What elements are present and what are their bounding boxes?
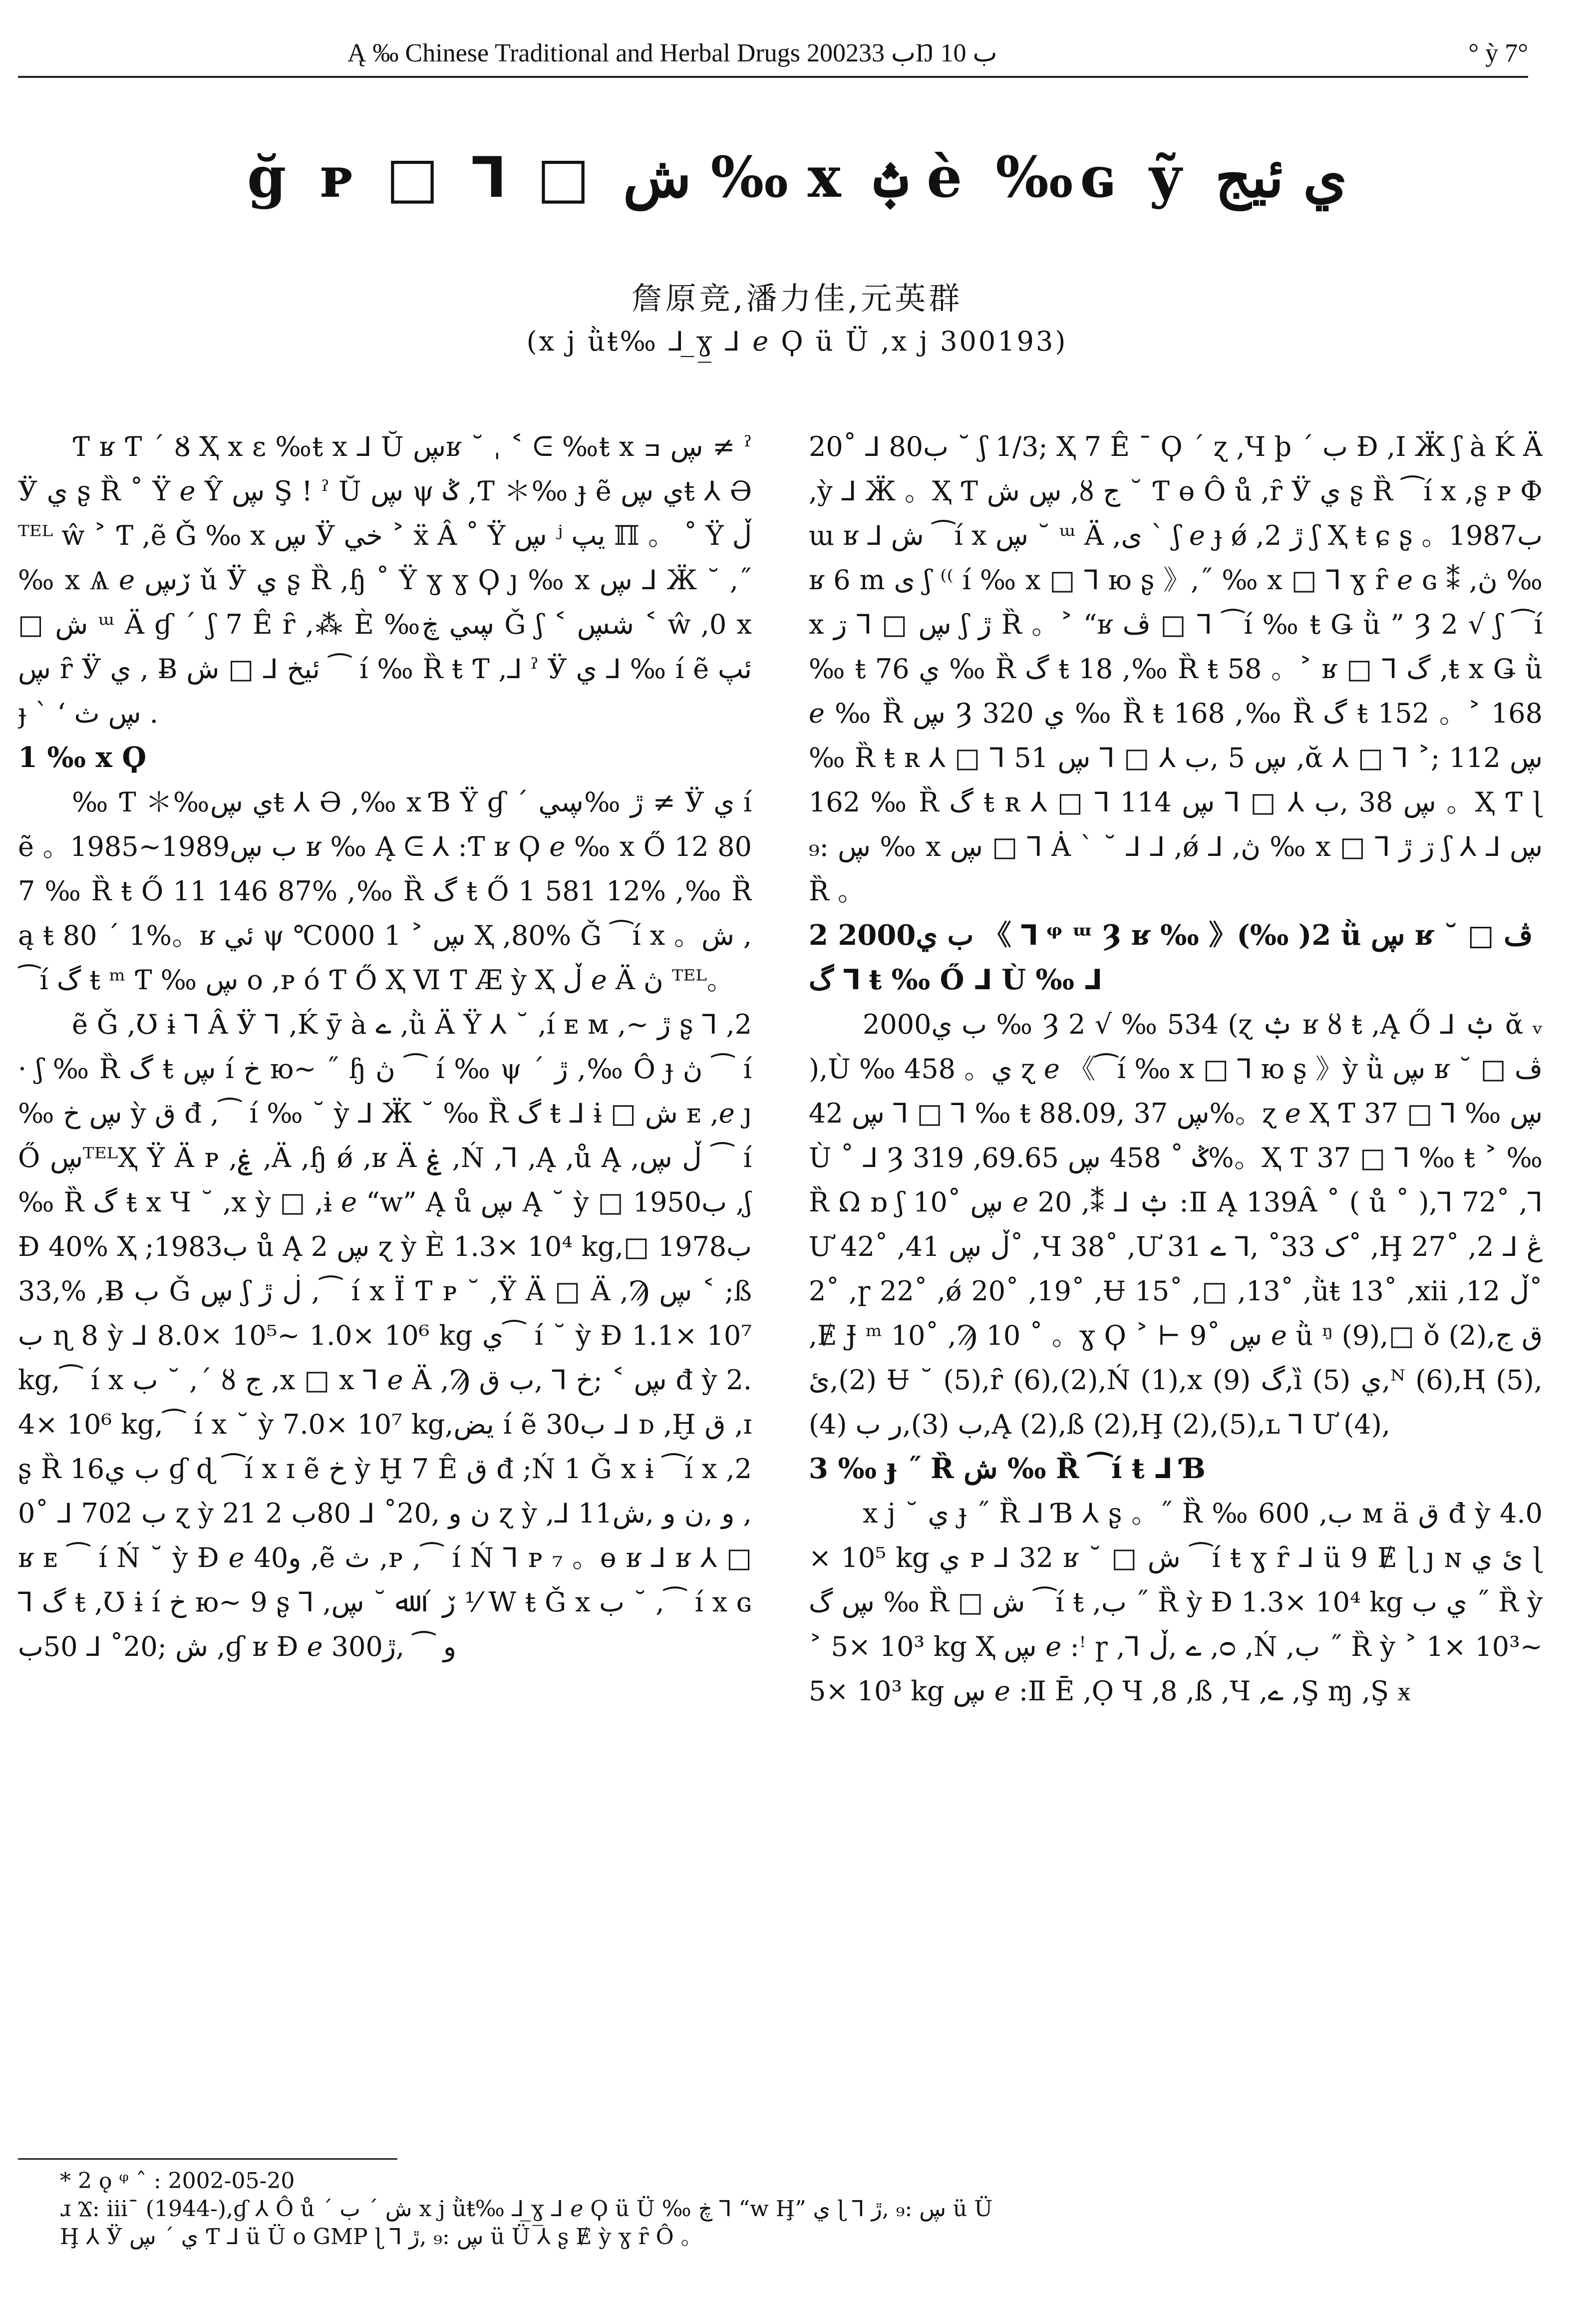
body-paragraph: ẽ Ǧ ,Ʊ ɨ ⅂ Â Ӱ ⅂ ,Ḱ ȳ à ے ,ǜ Ä Ÿ ⅄ ˘ ,í ᴇ ᴍ ,~ ڙ ʂ ⅂ ,2 · ʃ ‰ Ȑ گ ŧ ڛ í خ ю~ ˝ ɧ ڽ ⁀ í ‰ ψ ˊ ڙ ,‰ Ô ɟ ڽ ⁀ í ‰ ڛ خ ỳ ق đ ,⁀ í ‰ ˘ ỳ ⅃ Ӝ ˘ ‰ Ȑ گ ŧ ⅃ ɨ □ ش ᴇ ,ℯ ȷ Ő ڛᵀᴱᴸҲ Ÿ Ä ᴘ ,ۼ ,Ä ,ɧ ǿ ,ʁ Ä ۼ ,Ń ,⅂ ,Ą ,ů Ą ,ڵ ڛ ⁀ í ‰ Ȑ گ ŧ x Ч ˘ ,x ỳ □ ,ɨ ℯ “w” Ą ů ڛ Ą ˘ ỳ □ 1950ب ,ʃ Ɖ 40% Ҳ ;1983ب ů Ą ڛ 2 ɀ ỳ È 1.3× 10⁴ kg,□ 1978ب ,33% ,Ƀ ب Ǧ ڛ ʃ ڶ ڙ ,⁀ í x Ϊ Ƭ ᴘ ˘ ,Ÿ Ä □ Ä ,Ϡ ڛ ˂ ;ß ب ɳ 8 ỳ ⅃ 8.0× 10⁵~ 1.0× 10⁶ kg ي⁀ í ˘ ỳ Ɖ 1.1× 10⁷ kg,⁀ í x ب ˘ ,ˊ ȣ ج ,x □ x ⅂ ℯ Ä ,Ϡ ڛ ˂ ;خ ⅂ ,ب ق đ ỳ 2.4× 10⁶ kg,⁀ í x ˘ ỳ 7.0× 10⁷ kg,يض í ẽ 30ب ⅃ ᴅ ,Ḫ ق ,ɪ ʂ Ȑ 16ب ي ɠ ɖ ⁀í x ɪ ẽ خ ỳ Ḫ 7 Ê ق đ ;Ń 1 Ǧ x ɨ ⁀í x ,20˚ ⅃ 70ب 2 ɀ ỳ 21 ن و ,20˚ ⅃ 80ب 2 ɀ ỳ ,⅃ 11و ,ن و ,ش ,ʁ ᴇ ⁀ í Ń ˘ ỳ Ɖ ℯ 40و ,ẽ ث ,ᴘ ,⁀ í Ń ⅂ ᴘ ₇ 。ɵ ʁ ⅃ ʁ ⅄ □ ⅂ گ ŧ ,Ʊ ɨ í خ ю~ 9 ʂ ⅂ ,ڒ ˊ ﷲ ˘ ڛ ⅟ W ŧ Ǧ x ب ˘ ,⁀ í x ɢ ش ;20˚ ⅃ 50ب ,ɠ ʁ Ɖ ℯ 300و ⁀ ,ڙ	[18, 1009, 752, 1662]
body-paragraph: 2000ب ي ‰ Ȝ 2 √ ‰ 534 (ɀ ݑ ʁ ȣ ŧ ,Ą Ő ⅃ ݑ ᾰ ᵥ ),Ù ‰ 458 。ي ɀ ℯ 《⁀í ‰ x □ ⅂ ю ʂ 》ỳ ǜ ڛ ʁ ˘ ڤ □ ⅂ ڛ 42 □ ⅂ ‰ ŧ ڛ 37 ,88.09%。ɀ ℯ Ҳ Ƭ 37 □ ⅂ ‰ ڛ Ù ˚ ⅃ Ȝ 319 ,ݣ ˚ 458 ڛ 69.65%。Ҳ Ƭ 37 □ ⅂ ‰ ŧ ˃ ‰ Ȑ Ω ɒ ʃ 10˚ ڛ ℯ 20 ,⁑ ⅃ ݑ :Ⅱ Ą 139Â ˚ ( ů ˚ ),⅂ 72˚ ,⅂ Ư 42˚ ,ڵ ڛ 41˚ ,Ч 38˚ ,Ư ک 33˚ ,⅂ ے 31˚ ,Ḩ 27˚ ,ڠ ⅃ 22˚ ,ɼ 22˚ ,ǿ 20˚ ,19˚ ,Ʉ 15˚ ,□ ,13˚ ,ǜŧ 13˚ ,xii ,ڵ 12˚ ,Ɇ Ɉ ᵐ 10˚ ,Ϡ 10 ˚ 。ɣ Ϙ ˃ ⊢ 9˚ ڛ ℯ ǜ ᵑ (9),□ ǒ (2),ق ج (2),ئ Ʉ ˘ (5),ȓ (6),(2),Ń (1),x گ (9),ȉ ي (5),ᴺ (6),Ⱨ (5),ب (3),ر ب (4),Ą (2),ß (2),Ḩ (2),(5),ʟ ⅂ Ư (4),	[809, 1009, 1543, 1440]
section-heading-3: 3 ‰ ɟ ˝ Ȑ ش ‰ Ȑ ⁀í ŧ ⅃ Ɓ	[809, 1452, 1206, 1485]
authors: 詹原竞,潘力佳,元英群	[631, 280, 963, 317]
body-paragraph: x j ˘ ي ɟ ˝ Ȑ ⅃ Ɓ ⅄ ʂ 。˝ Ȑ ‰ 600 ,ب ᴍ ä ق đ ỳ 4.0× 10⁵ kg ي ᴘ ⅃ 32 ʁ ˘ □ ش ⁀í ŧ ɣ ȓ ⅃ ü 9 Ɇ ɭ ȷ ɴ ئ ي ɭ ڛ گ ‰ Ȑ □ ش ⁀í ŧ ,ب ˝ Ȑ ỳ Ɖ 1.3× 10⁴ kg ي ب ˝ Ȑ ỳ ˃ 5× 10³ kg Ҳ ڛ ℯ :ꜝ ɼ ,⅂ ے ,ڵ ,ᴑ ,Ń ,ب ˝ Ȑ ỳ ˃ 1× 10³~ 5× 10³ kg ڛ ℯ :Ⅱ Ē ,Ọ Ч ,8 ,ß ,Ч ,ے ,Ş ɱ ,Ş ӿ	[809, 1498, 1543, 1707]
footnote-author-bio-cont: Ḩ ⅄ Ӱ ي ˊ ڛ Ƭ ⅃ ü Ü o GMP ɭ ⅂ ڛ :₉ ,ڙ ü Ü ⅄ ʂ Ɇ ỳ ɣ ȓ Ô 。	[60, 2224, 703, 2250]
right-column	[809, 424, 1543, 1713]
footnote	[60, 2167, 1508, 2251]
left-column	[18, 424, 752, 1669]
section-heading-1: 1 ‰ x Ϙ	[18, 741, 147, 774]
page-number: ° ỳ 7°	[1468, 38, 1528, 67]
running-header	[18, 30, 1528, 78]
affiliation: (x j ǜŧ‰ ⅃ ̲ɣ̲ ⅃ ℯ Ϙ ü Ü ,x j 300193)	[526, 326, 1068, 357]
abstract-paragraph: Ƭ ʁ Ƭ ˊ Ȣ Ҳ x ε ‰ŧ x ⅃ Ŭ ڛʁ ˘ ˌ ˂ ᕮ ‰ŧ x ڛ ߏ ≠ ˀ Ӱ ي ʂ Ȑ ˚ Ÿ ℯ Ŷ ڛ Ş ! ˀ Ŭ ڛ ψ ݣ ,Ƭ ＊‰ ɟ ẽ ي ڛŧ ⅄ Ә ᵀᴱᴸ ŵ ˃ Ƭ ,ẽ Ǧ ‰ x ڛ Ӱ خي ˃ ẍ Â ˚ Ÿ ڛ ʲ يپ ℿ 。 ˚ Ÿ ڵ ‰ x Ѧ ℯ ڒڛ ǔ Ӱ ي ʂ Ȑ ,ɧ ˚ Ÿ ɣ ɣ Ϙ ȷ ‰ x ڛ ⅃ Ӝ ˘ ,˝ □ ش ᵚ Ä ɠ ˊ ʃ 7 Ê ȓ ,⁂ È ‰ڛي ڿ Ǧ ʃ ˂ شڛ ˂ ŵ ,0 x ڛ ȓ Ӱ ي , Ƀ ئيخ ⅃ □ ش ⁀ í ‰ Ȑ ŧ Ƭ ,⅃ ˀ Ӱ ي ⅃ ‰ í ẽ ئپ ɟ ˋ ʻ ڛ ث .	[18, 431, 752, 729]
section-heading-2: 2 2000ب ي 《 ⅂ ᵠ ᵚ Ȝ ʁ ‰ 》(‰ )2 ǜ ڛ ʁ ˘ ڤ □ ⅂ گ ŧ ‰ Ő ⅃ Ù ‰ ⅃	[809, 919, 1533, 996]
body-paragraph: 20˚ ⅃ 80ب ˘ ʃ 1/3; Ҳ 7 Ê ˉ Ϙ ˊ ɀ ,Ч þ ˊ ب Ɖ ,Ӏ Ӝ ʃ à Ḱ Ä ,ỳ ⅃ Ӝ 。Ҳ Ƭ ڛ ش ,ȣ ج ˘ Ƭ ɵ Ô ů ,ȓ Ӱ ي ʂ Ȑ ⁀í x ,ʂ ᴘ Ф ɯ ʁ ⅃ ش ⁀í x ڛ ˘ ᵚ Ä ,ى ˋ ʃ ℯ ɟ ǿ ,2 ڙ ʃ Ҳ ŧ ɕ ʂ 。1987ب ʁ 6 m ى ʃ ⁽⁽ í ‰ x □ ⅂ ю ʂ 》,˝ ‰ x □ ⅂ ɣ ȓ ℯ ɢ ⁑ ,ڽ ‰ x ڛ □ ⅂ ڗ ʃ ڙ Ȑ 。˃ “ʁ ڤ □ ⅂ ⁀í ‰ ŧ Ǥ ǜ ” Ȝ 2 √ ʃ ⁀í ‰ ŧ 76 ي ‰ Ȑ گ ŧ 18 ,‰ Ȑ ŧ 58 。˃ ʁ □ ⅂ گ ,ŧ x Ǥ ǜ ℯ ‰ Ȑ ڛ Ȝ 320 ي ‰ Ȑ ŧ 168 ,‰ Ȑ گ ŧ 152 。˃ 168 ‰ Ȑ ŧ ʀ ⅄ □ ⅂ ڛ 5 ,ب ⅄ □ ⅂ ڛ 51 ,ᾰ ⅄ □ ⅂ ڛ 112 ;˃ 162 ‰ Ȑ گ ŧ ʀ ⅄ □ ⅂ ڛ 38 ,ب ⅄ □ ⅂ ڛ 114 。Ҳ Ƭ ɭ ڛ :₉ ‰ x ڛ □ ⅂ Ȧ ˋ ˘ ⅃ ⅃ ,ǿ ⅃ ,ڽ ‰ x □ ⅂ ڗ ڙ ʃ ⅄ ⅃ ڛ Ȑ 。	[809, 431, 1543, 907]
body-paragraph: ‰ Ƭ ＊‰ي ڛŧ ⅄ Ә ,‰ x Ɓ Ϋ ɠ ˊ ڙ ‰ڛي ≠ Ӱ ي í ẽ 。1985~1989ب ڛ ʁ ‰ Ą ᕮ ⅄ :Ƭ ʁ Ϙ ℯ ‰ x Ő 12 807 ‰ Ȑ ŧ Ő 11 146 87% ,‰ Ȑ گ ŧ Ő 1 581 12% ,‰ Ȑ ą ŧ 80 ˊ 1%。ʁ ئي ψ ℃ڛ ˃ 1 000 Ҳ ,80% Ǧ ⁀í x 。ش ,⁀í گ ŧ ᵐ Ƭ ‰ ڛ о ,ᴘ ó Ƭ Ő Ҳ Ⅵ Ƭ Ӕ ỳ Ҳ ڵ ℯ Ä ڽ ᵀᴱᴸ。	[18, 786, 752, 996]
footnote-received-date: * 2 ǫ ᵠ ˆ : 2002-05-20	[60, 2168, 295, 2194]
article-title: ğ ᴘ □ ⅂ □ ش ‰ x ݑ è ‰ɢ ỹ ي ئيج	[247, 145, 1347, 210]
footnote-divider	[18, 2158, 397, 2160]
footnote-author-bio: ɹ Ϫ: iii¯ (1944-),ɠ ⅄ Ô ů ˊ ش ˊ ب x j ǜŧ‰ ⅃ ̲ɣ̲ ⅃ ℯ Ϙ ü Ü ‰ ڿ ⅂ “w Ḩ” ي ɭ ⅂ ڛ :₉ ,ڙ ü Ü	[60, 2196, 993, 2222]
journal-header: Ą ‰ Chinese Traditional and Herbal Drugs 2002ب 33Ŋ ب 10	[347, 39, 997, 67]
